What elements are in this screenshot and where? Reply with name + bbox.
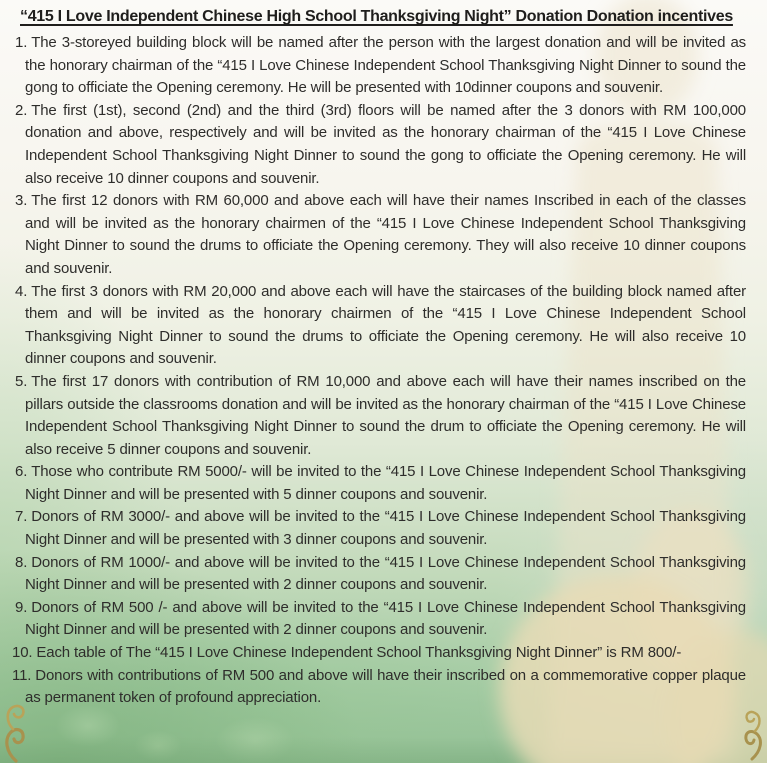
list-item — [15, 281, 746, 371]
incentive-list — [12, 32, 746, 710]
item-text: Donors of RM 1000/- and above will be invited to the “415 I Love Chinese Independent School Thanksgiving Night Dinner and will be presented with 2 dinner coupons and souvenir. — [25, 553, 746, 594]
item-number: 10. — [12, 644, 33, 662]
list-item — [15, 597, 746, 642]
list-item — [15, 190, 746, 280]
page-title: “415 I Love Independent Chinese High School Thanksgiving Night” Donation Donation incentives — [20, 8, 733, 25]
item-text: Donors of RM 3000/- and above will be invited to the “415 I Love Chinese Independent School Thanksgiving Night Dinner and will be presented with 3 dinner coupons and souvenir. — [25, 508, 746, 549]
item-number: 2. — [15, 101, 28, 119]
item-text: Each table of The “415 I Love Chinese Independent School Thanksgiving Night Dinner” is RM 800/- — [36, 644, 682, 662]
item-number: 7. — [15, 508, 28, 526]
item-text: The first 3 donors with RM 20,000 and above each will have the staircases of the building block named after them and will be invited as the honorary chairmen of the “415 I Love Chinese Independent School Thanksgiving Night Dinner to sound the drums to officiate the Opening ceremony. He will also receive 10 dinner coupons and souvenir. — [25, 282, 746, 368]
list-item — [15, 371, 746, 461]
scroll-ornament-icon — [742, 709, 766, 761]
item-number: 4. — [15, 282, 28, 300]
item-number: 5. — [15, 372, 28, 390]
item-text: The first 12 donors with RM 60,000 and above each will have their names Inscribed in each of the classes and will be invited as the honorary chairmen of the “415 I Love Chinese Independent School Thanksgiving Night Dinner to sound the drums to officiate the Opening ceremony. They will also receive 10 dinner coupons and souvenir. — [25, 192, 746, 277]
list-item — [15, 506, 746, 551]
item-text: The first 17 donors with contribution of RM 10,000 and above each will have their names inscribed on the pillars outside the classrooms donation and will be invited as the honorary chairman of the “415 I Love Chinese Independent School Thanksgiving Night Dinner to sound the drum to officiate the Opening ceremony. He will also receive 5 dinner coupons and souvenir. — [25, 372, 746, 458]
item-number: 1. — [15, 34, 28, 51]
item-number: 3. — [15, 192, 28, 210]
list-item — [15, 100, 746, 190]
item-text: Donors with contributions of RM 500 and above will have their inscribed on a commemorative copper plaque as permanent token of profound appreciation. — [25, 666, 746, 707]
item-number: 9. — [15, 598, 28, 616]
list-item — [15, 552, 746, 597]
item-number: 11. — [12, 666, 32, 684]
item-text: The first (1st), second (2nd) and the third (3rd) floors will be named after the 3 donors with RM 100,000 donation and above, respectively and will be invited as the honorary chairman of the “415 I Love Chinese Independent School Thanksgiving Night Dinner to sound the gong to officiate the Opening ceremony. He will also receive 10 dinner coupons and souvenir. — [25, 101, 746, 187]
list-item — [12, 642, 746, 665]
document-body — [12, 8, 746, 710]
item-number: 6. — [15, 463, 28, 481]
item-number: 8. — [15, 553, 28, 571]
item-text: Those who contribute RM 5000/- will be invited to the “415 I Love Chinese Independent School Thanksgiving Night Dinner and will be presented with 5 dinner coupons and souvenir. — [25, 463, 746, 503]
scroll-ornament-icon — [1, 701, 27, 763]
item-text: The 3-storeyed building block will be named after the person with the largest donation and will be invited as the honorary chairman of the “415 I Love Chinese Independent School Thanksgiving Night Dinner to sound the gong to officiate the Opening ceremony. He will be presented with 10dinner coupons and souvenir. — [25, 34, 746, 97]
item-text: Donors of RM 500 /- and above will be invited to the “415 I Love Chinese Independent School Thanksgiving Night Dinner and will be presented with 2 dinner coupons and souvenir. — [25, 598, 746, 639]
list-item — [15, 32, 746, 100]
list-item — [15, 461, 746, 506]
list-item — [12, 665, 746, 710]
